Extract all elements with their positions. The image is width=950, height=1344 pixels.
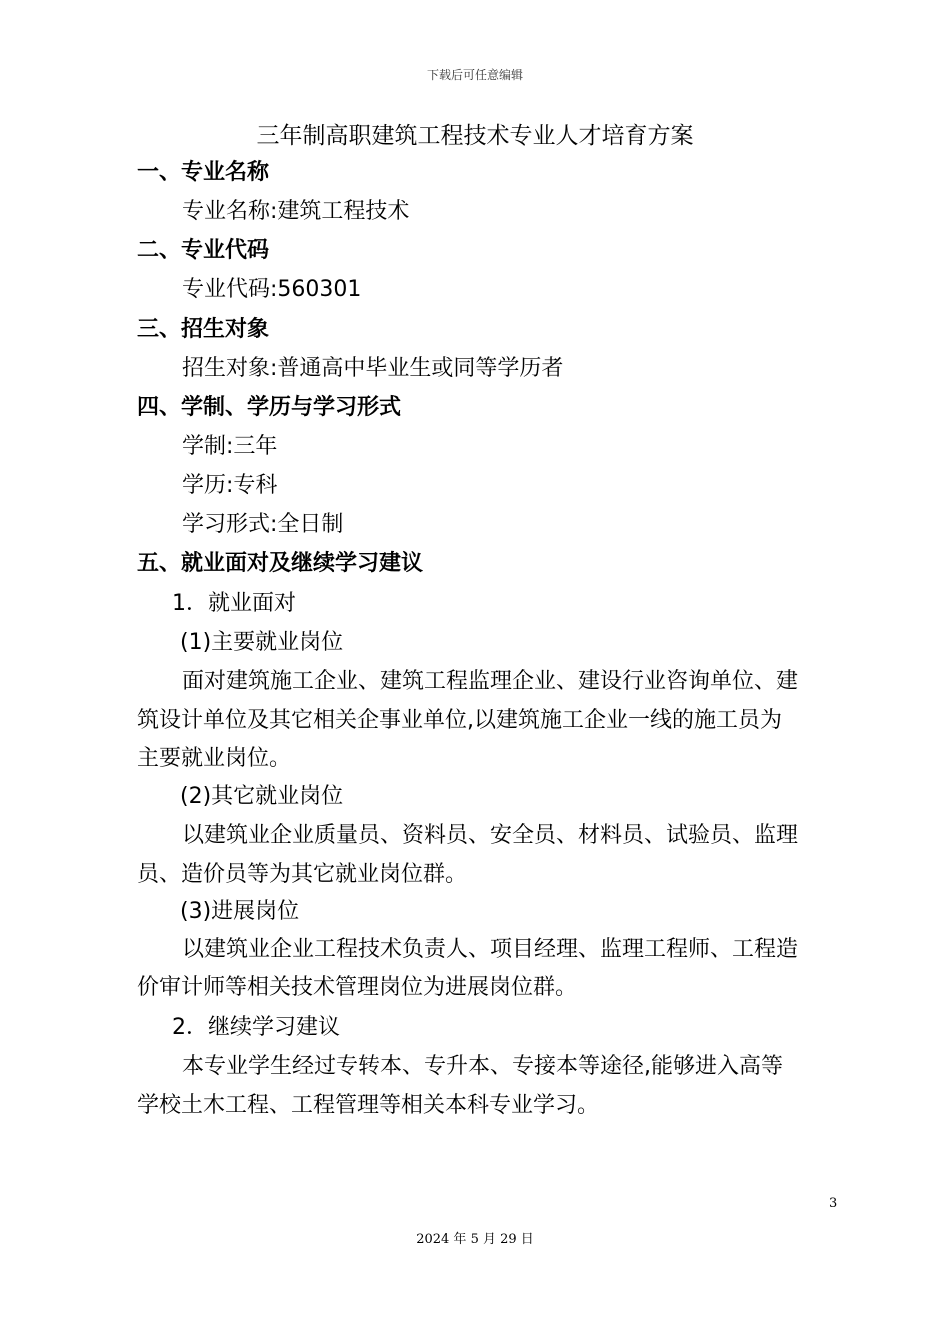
paragraph-4-line-1: 本专业学生经过专转本、专升本、专接本等途径,能够进入高等 <box>182 1054 783 1079</box>
subheading-further-study: 2．继续学习建议 <box>172 1015 340 1040</box>
paragraph-2-line-1: 以建筑业企业质量员、资料员、安全员、材料员、试验员、监理 <box>182 823 799 848</box>
subheading-development-jobs: (3)进展岗位 <box>180 899 300 924</box>
paragraph-1-line-1: 面对建筑施工企业、建筑工程监理企业、建设行业咨询单位、建 <box>182 669 799 694</box>
study-form-line: 学习形式:全日制 <box>182 512 344 537</box>
paragraph-3-line-1: 以建筑业企业工程技术负责人、项目经理、监理工程师、工程造 <box>182 937 799 962</box>
header-watermark: 下载后可任意编辑 <box>426 68 523 82</box>
subheading-other-jobs: (2)其它就业岗位 <box>180 784 344 809</box>
major-name-line: 专业名称:建筑工程技术 <box>182 199 410 224</box>
section-heading-5: 五、就业面对及继续学习建议 <box>137 551 424 576</box>
enrollment-line: 招生对象:普通高中毕业生或同等学历者 <box>182 356 564 381</box>
degree-line: 学历:专科 <box>182 473 278 498</box>
section-heading-1: 一、专业名称 <box>137 160 270 185</box>
subheading-employment: 1．就业面对 <box>172 591 296 616</box>
paragraph-1-line-3: 主要就业岗位。 <box>137 746 292 771</box>
document-title: 三年制高职建筑工程技术专业人才培育方案 <box>256 123 694 149</box>
paragraph-4-line-2: 学校土木工程、工程管理等相关本科专业学习。 <box>137 1093 600 1118</box>
paragraph-2-line-2: 员、造价员等为其它就业岗位群。 <box>137 862 468 887</box>
major-code-line: 专业代码:560301 <box>182 277 362 302</box>
section-heading-4: 四、学制、学历与学习形式 <box>137 395 402 420</box>
section-heading-3: 三、招生对象 <box>137 317 270 342</box>
paragraph-3-line-2: 价审计师等相关技术管理岗位为进展岗位群。 <box>137 975 578 1000</box>
duration-line: 学制:三年 <box>182 434 278 459</box>
section-heading-2: 二、专业代码 <box>137 238 270 263</box>
page-number: 3 <box>829 1196 838 1211</box>
footer-date: 2024 年 5 月 29 日 <box>416 1232 534 1247</box>
paragraph-1-line-2: 筑设计单位及其它相关企事业单位,以建筑施工企业一线的施工员为 <box>137 708 782 733</box>
subheading-main-jobs: (1)主要就业岗位 <box>180 630 344 655</box>
